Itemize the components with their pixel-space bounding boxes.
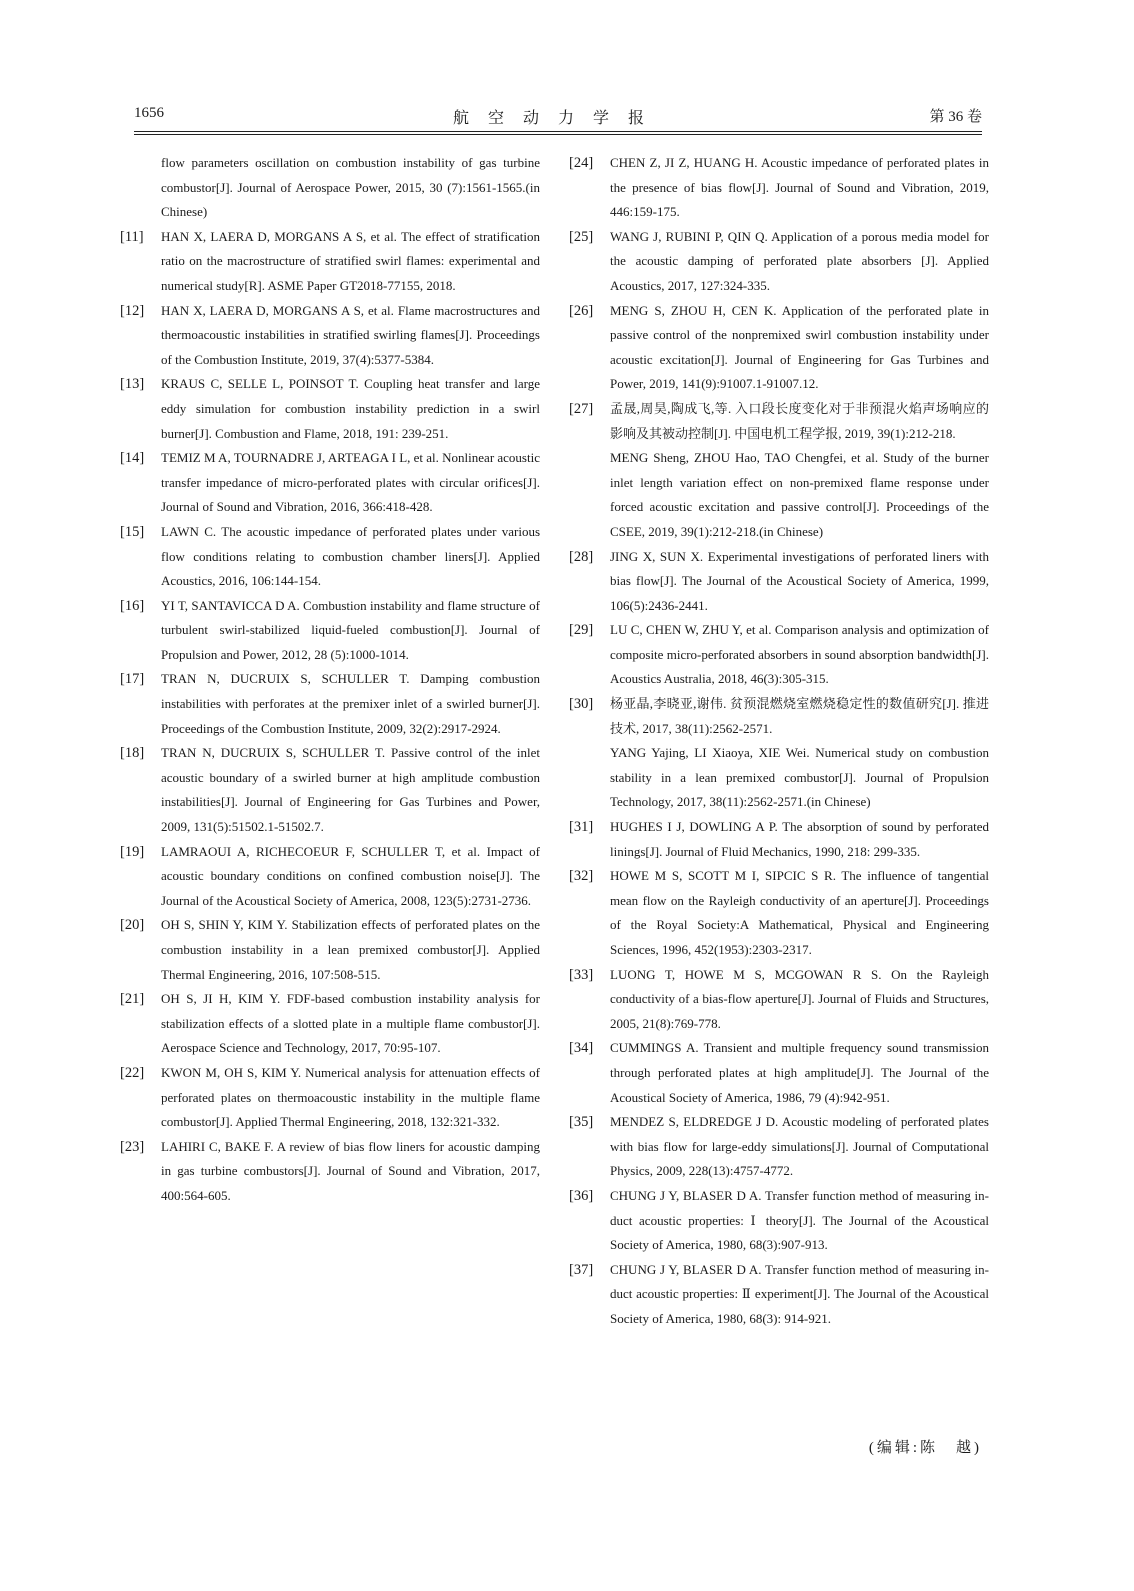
reference-text: OH S, SHIN Y, KIM Y. Stabilization effects of perforated plates on the combustion instability in a lean premixed combustor[J]. Applied Thermal Engineering, 2016, 107:508-515. — [161, 917, 540, 982]
reference-text: LUONG T, HOWE M S, MCGOWAN R S. On the Rayleigh conductivity of a bias-flow aperture[J]. Journal of Fluids and Structures, 2005, 21(8):769-778. — [610, 966, 989, 1031]
reference-entry — [569, 225, 989, 299]
reference-entry — [569, 963, 989, 1037]
reference-entry — [569, 446, 989, 544]
reference-entry — [569, 151, 989, 225]
reference-number: [25] — [569, 228, 594, 245]
reference-text: HAN X, LAERA D, MORGANS A S, et al. The effect of stratification ratio on the macrostructure of stratified swirl flames: experimental and numerical study[R]. ASME Paper GT2018-77155, 2018. — [161, 228, 540, 293]
reference-number: [23] — [120, 1138, 145, 1155]
reference-entry — [569, 1184, 989, 1258]
reference-number: [17] — [120, 671, 145, 688]
reference-entry — [569, 864, 989, 962]
reference-text: CHUNG J Y, BLASER D A. Transfer function method of measuring in-duct acoustic properties: Ⅰ theory[J]. The Journal of the Acoustical Society of America, 1980, 68(3):907-913. — [610, 1187, 989, 1253]
reference-number: [18] — [120, 745, 145, 762]
reference-text: MENG Sheng, ZHOU Hao, TAO Chengfei, et al. Study of the burner inlet length variation effect on non-premixed flame response under forced acoustic excitation and passive control[J]. Proceedings of the CSEE, 2019, 39(1):212-218.(in Chinese) — [610, 450, 989, 539]
reference-entry — [120, 741, 540, 839]
reference-entry — [120, 840, 540, 914]
reference-number: [37] — [569, 1261, 594, 1278]
reference-entry — [569, 741, 989, 815]
journal-title: 航空动力学报 — [452, 110, 663, 127]
reference-entry — [120, 667, 540, 741]
reference-number: [29] — [569, 622, 594, 639]
editor-credit: (编辑:陈 越) — [868, 1440, 982, 1456]
reference-text: 孟晟,周昊,陶成飞,等. 入口段长度变化对于非预混火焰声场响应的影响及其被动控制[J]. 中国电机工程学报, 2019, 39(1):212-218. — [610, 400, 989, 441]
reference-text: MENDEZ S, ELDREDGE J D. Acoustic modeling of perforated plates with bias flow for large-eddy simulations[J]. Journal of Computational Physics, 2009, 228(13):4757-4772. — [610, 1114, 989, 1179]
reference-entry — [569, 618, 989, 692]
reference-text: MENG S, ZHOU H, CEN K. Application of the perforated plate in passive control of the nonpremixed swirl combustion instability under acoustic excitation[J]. Journal of Engineering for Gas Turbines and Power, 2019, 141(9):91007.1-91007.12. — [610, 302, 989, 392]
reference-entry — [569, 545, 989, 619]
reference-text: WANG J, RUBINI P, QIN Q. Application of a porous media model for the acoustic damping of perforated plate absorbers [J]. Applied Acoustics, 2017, 127:324-335. — [610, 228, 989, 293]
reference-entry — [569, 692, 989, 741]
reference-text: YI T, SANTAVICCA D A. Combustion instability and flame structure of turbulent swirl-stabilized liquid-fueled combustion[J]. Journal of Propulsion and Power, 2012, 28 (5):1000-1014. — [161, 597, 540, 662]
reference-number: [14] — [120, 450, 145, 467]
reference-number: [13] — [120, 376, 145, 393]
reference-text: CHEN Z, JI Z, HUANG H. Acoustic impedance of perforated plates in the presence of bias flow[J]. Journal of Sound and Vibration, 2019, 446:159-175. — [610, 155, 989, 220]
reference-entry — [569, 299, 989, 397]
reference-text: HUGHES I J, DOWLING A P. The absorption of sound by perforated linings[J]. Journal of Fluid Mechanics, 1990, 218: 299-335. — [610, 819, 989, 859]
reference-text: OH S, JI H, KIM Y. FDF-based combustion instability analysis for stabilization effects of a slotted plate in a multiple flame combustor[J]. Aerospace Science and Technology, 2017, 70:95-107. — [161, 991, 540, 1056]
reference-text: KWON M, OH S, KIM Y. Numerical analysis for attenuation effects of perforated plates on thermoacoustic instability in the multiple flame combustor[J]. Applied Thermal Engineering, 2018, 132:321-332. — [161, 1064, 540, 1130]
reference-entry — [120, 913, 540, 987]
reference-text: HAN X, LAERA D, MORGANS A S, et al. Flame macrostructures and thermoacoustic instabilities in stratified swirling flames[J]. Proceedings of the Combustion Institute, 2019, 37(4):5377-5384. — [161, 302, 540, 367]
reference-text: flow parameters oscillation on combustion instability of gas turbine combustor[J]. Journal of Aerospace Power, 2015, 30 (7):1561-1565.(in Chinese) — [161, 155, 540, 220]
reference-text: LAWN C. The acoustic impedance of perforated plates under various flow conditions relating to combustion chamber liners[J]. Applied Acoustics, 2016, 106:144-154. — [161, 523, 540, 589]
reference-entry — [120, 372, 540, 446]
running-header — [134, 105, 982, 131]
reference-number: [20] — [120, 917, 145, 934]
reference-number: [31] — [569, 819, 594, 836]
reference-entry — [120, 520, 540, 594]
reference-entry — [569, 1258, 989, 1332]
reference-number: [21] — [120, 991, 145, 1008]
reference-entry — [120, 1135, 540, 1209]
volume-label: 第 36 卷 — [929, 109, 982, 125]
references-left-column — [120, 151, 540, 1209]
reference-text: YANG Yajing, LI Xiaoya, XIE Wei. Numerical study on combustion stability in a lean premixed combustor[J]. Journal of Propulsion Technology, 2017, 38(11):2562-2571.(in Chinese) — [610, 745, 989, 810]
reference-entry — [120, 987, 540, 1061]
reference-text: JING X, SUN X. Experimental investigations of perforated liners with bias flow[J]. The Journal of the Acoustical Society of America, 1999, 106(5):2436-2441. — [610, 548, 989, 613]
reference-text: LAHIRI C, BAKE F. A review of bias flow liners for acoustic damping in gas turbine combustors[J]. Journal of Sound and Vibration, 2017, 400:564-605. — [161, 1138, 540, 1203]
reference-text: CUMMINGS A. Transient and multiple frequency sound transmission through perforated plates at high amplitude[J]. The Journal of the Acoustical Society of America, 1986, 79 (4):942-951. — [610, 1040, 989, 1105]
reference-entry — [120, 299, 540, 373]
reference-number: [30] — [569, 696, 594, 713]
reference-number: [34] — [569, 1040, 594, 1057]
reference-number: [22] — [120, 1064, 145, 1081]
reference-number: [16] — [120, 597, 145, 614]
reference-number: [33] — [569, 966, 594, 983]
references-right-column — [569, 151, 989, 1332]
reference-entry — [569, 397, 989, 446]
reference-text: TRAN N, DUCRUIX S, SCHULLER T. Damping combustion instabilities with perforates at the premixer inlet of a swirled burner[J]. Proceedings of the Combustion Institute, 2009, 32(2):2917-2924. — [161, 671, 540, 736]
reference-number: [11] — [120, 228, 144, 245]
reference-entry — [569, 1110, 989, 1184]
reference-text: LU C, CHEN W, ZHU Y, et al. Comparison analysis and optimization of composite micro-perforated absorbers in sound absorption bandwidth[J]. Acoustics Australia, 2018, 46(3):305-315. — [610, 622, 989, 687]
header-rule-bottom — [134, 134, 982, 135]
reference-text: CHUNG J Y, BLASER D A. Transfer function method of measuring in-duct acoustic properties: Ⅱ experiment[J]. The Journal of the Acoustical Society of America, 1980, 68(3): 914-921. — [610, 1261, 989, 1326]
reference-entry — [120, 1061, 540, 1135]
reference-text: TEMIZ M A, TOURNADRE J, ARTEAGA I L, et al. Nonlinear acoustic transfer impedance of micro-perforated plates with circular orifices[J]. Journal of Sound and Vibration, 2016, 366:418-428. — [161, 450, 540, 515]
reference-number: [32] — [569, 868, 594, 885]
reference-text: LAMRAOUI A, RICHECOEUR F, SCHULLER T, et al. Impact of acoustic boundary conditions on confined combustion noise[J]. The Journal of the Acoustical Society of America, 2008, 123(5):2731-2736. — [161, 843, 540, 908]
reference-number: [36] — [569, 1187, 594, 1204]
reference-number: [15] — [120, 523, 145, 540]
page-number: 1656 — [134, 105, 164, 121]
reference-text: TRAN N, DUCRUIX S, SCHULLER T. Passive control of the inlet acoustic boundary of a swirled burner at high amplitude combustion instabilities[J]. Journal of Engineering for Gas Turbines and Power, 2009, 131(5):51502.1-51502.7. — [161, 745, 540, 835]
reference-number: [35] — [569, 1114, 594, 1131]
reference-number: [28] — [569, 548, 594, 565]
reference-number: [24] — [569, 155, 594, 171]
reference-entry — [120, 151, 540, 225]
reference-number: [27] — [569, 400, 594, 417]
reference-text: KRAUS C, SELLE L, POINSOT T. Coupling heat transfer and large eddy simulation for combustion instability prediction in a swirl burner[J]. Combustion and Flame, 2018, 191: 239-251. — [161, 376, 540, 441]
reference-text: 杨亚晶,李晓亚,谢伟. 贫预混燃烧室燃烧稳定性的数值研究[J]. 推进技术, 2017, 38(11):2562-2571. — [610, 696, 989, 736]
reference-entry — [120, 446, 540, 520]
reference-entry — [120, 225, 540, 299]
reference-entry — [569, 815, 989, 864]
reference-entry — [569, 1036, 989, 1110]
reference-text: HOWE M S, SCOTT M I, SIPCIC S R. The influence of tangential mean flow on the Rayleigh conductivity of an aperture[J]. Proceedings of the Royal Society:A Mathematical, Physical and Engineering Sciences, 1996, 452(1953):2303-2317. — [610, 868, 989, 957]
header-rule-top — [134, 131, 982, 132]
reference-number: [19] — [120, 843, 145, 860]
reference-number: [26] — [569, 302, 594, 319]
reference-number: [12] — [120, 302, 145, 319]
reference-entry — [120, 594, 540, 668]
